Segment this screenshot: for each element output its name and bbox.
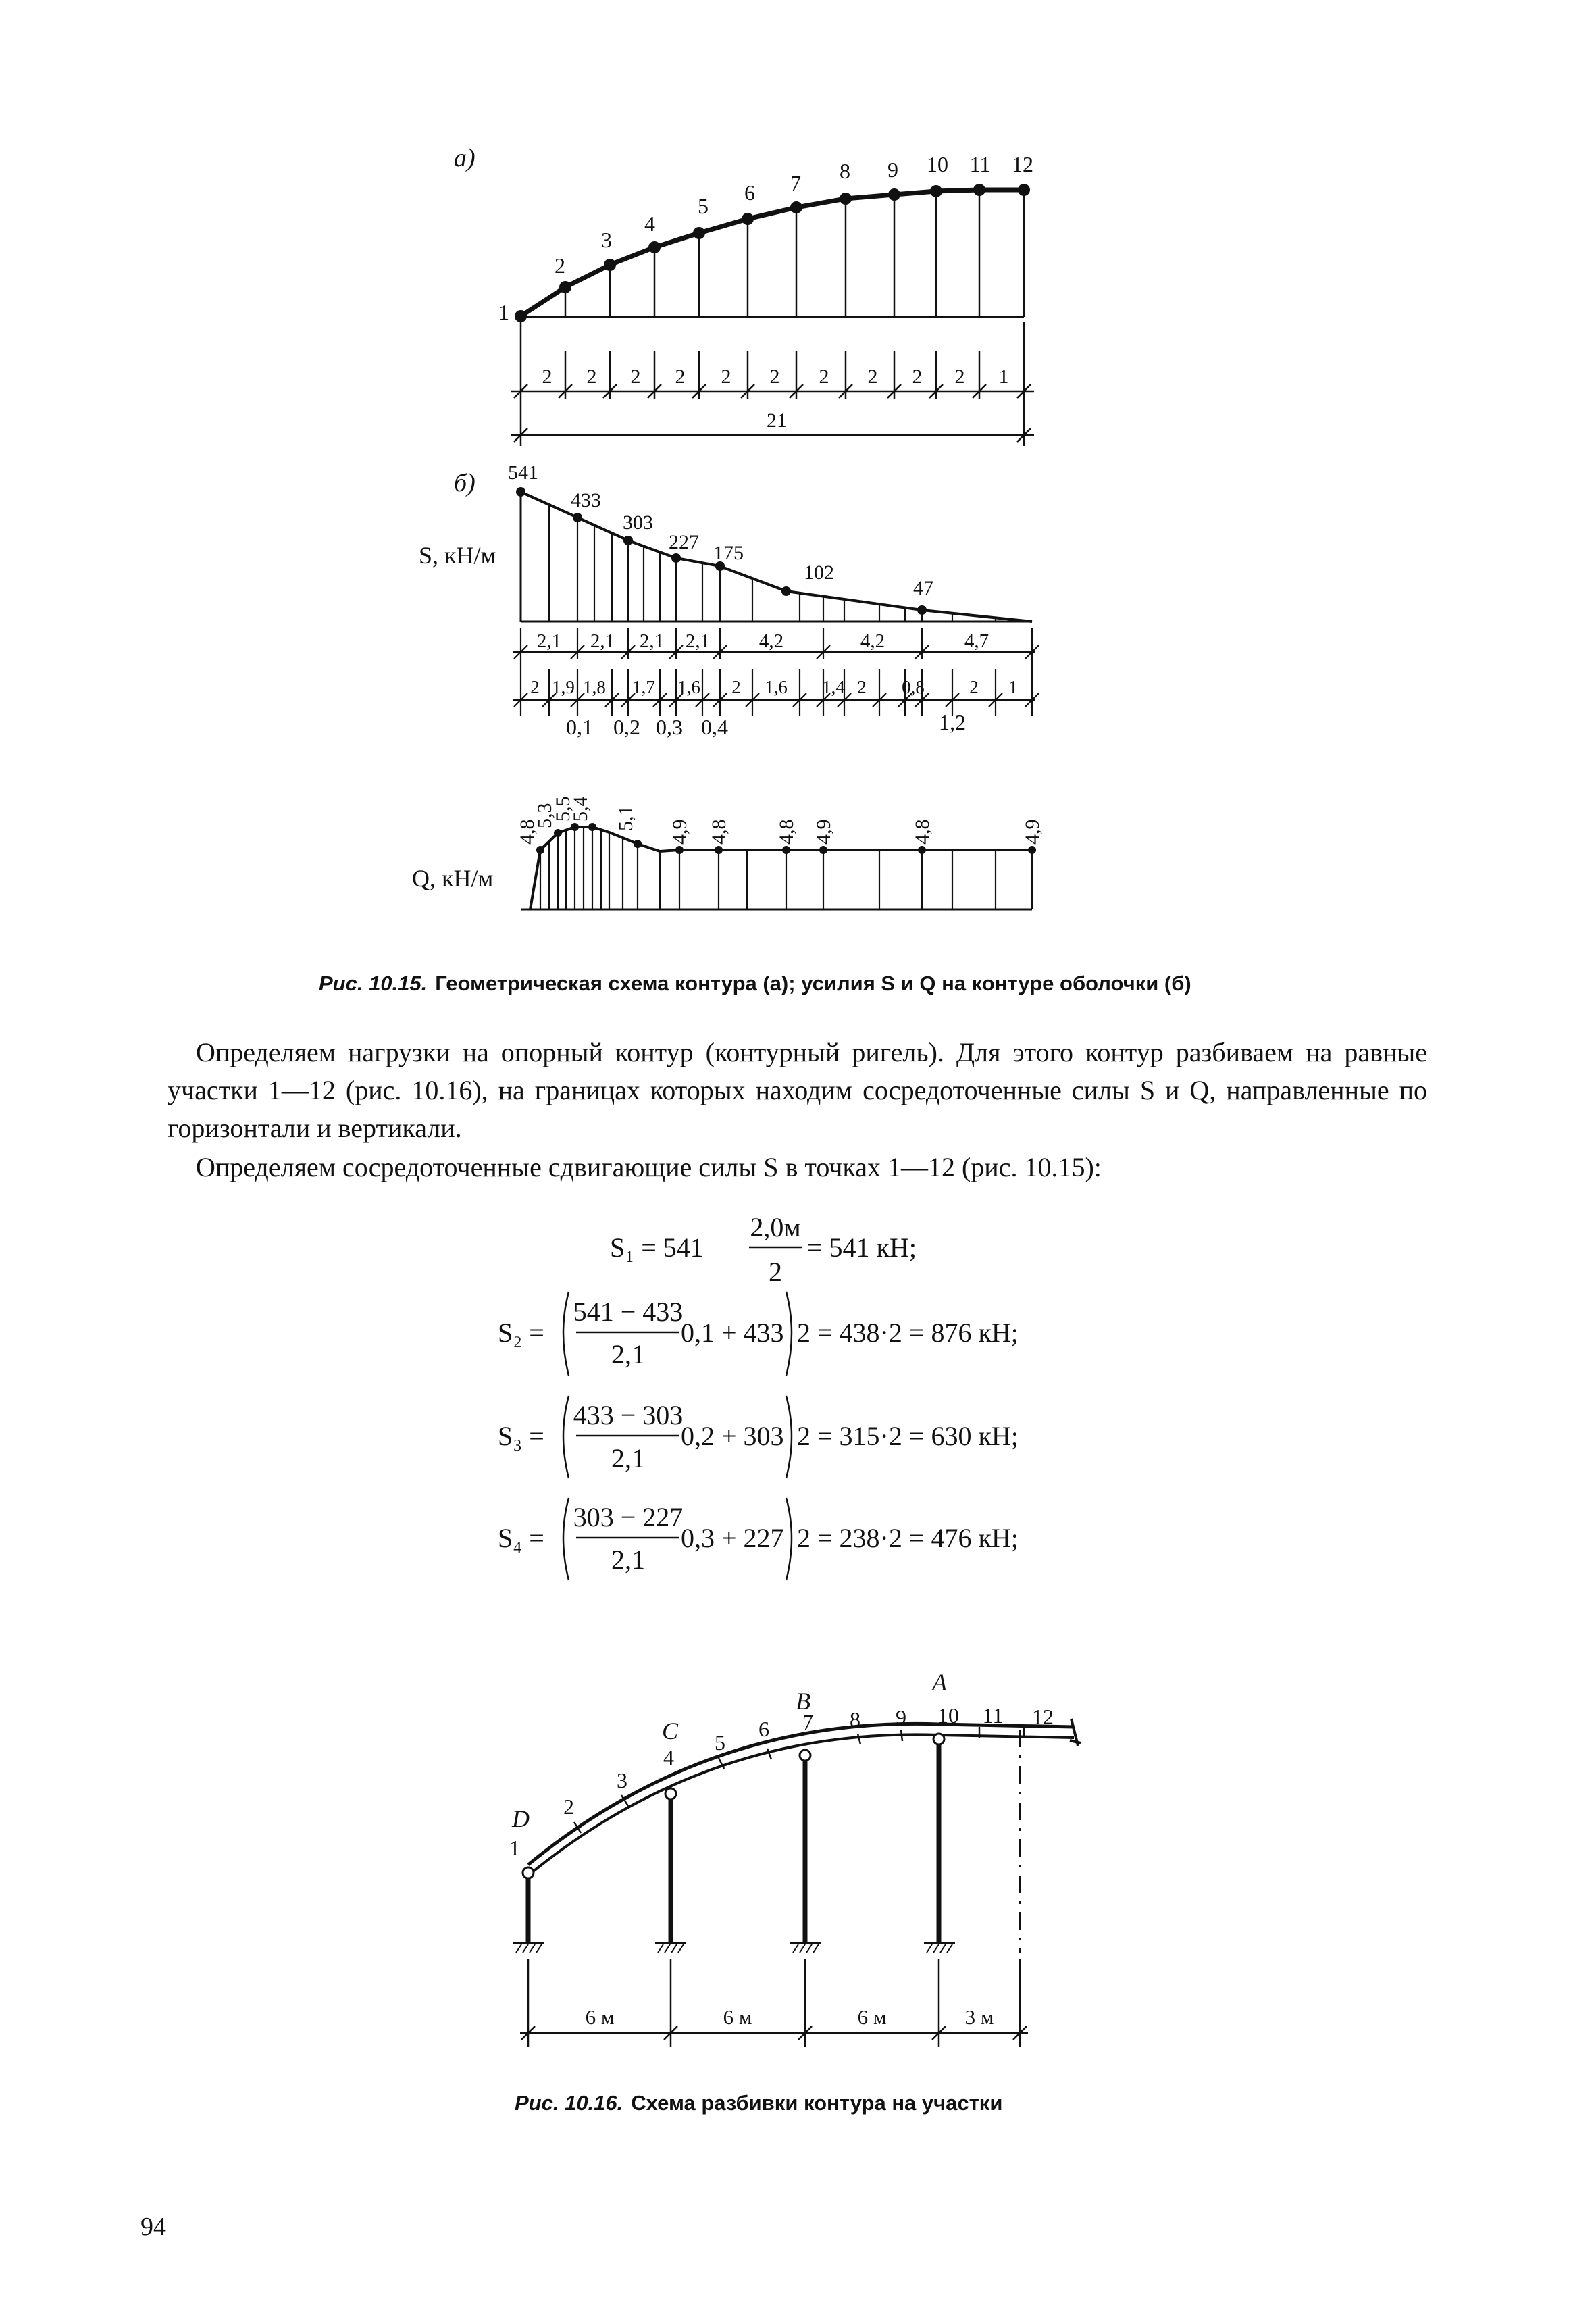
- svg-text:9: 9: [896, 1705, 906, 1730]
- svg-text:S₁ = 541: S₁ = 541: [610, 1232, 704, 1263]
- svg-text:2: 2: [675, 366, 686, 388]
- svg-text:175: 175: [713, 542, 744, 564]
- svg-text:433 − 303: 433 − 303: [573, 1400, 684, 1430]
- svg-text:2: 2: [867, 366, 878, 388]
- svg-text:303 − 227: 303 − 227: [573, 1502, 684, 1532]
- svg-text:21: 21: [767, 409, 787, 432]
- svg-text:2 = 238·2 = 476 кН;: 2 = 238·2 = 476 кН;: [797, 1523, 1019, 1553]
- svg-text:303: 303: [623, 511, 653, 534]
- svg-text:6 м: 6 м: [585, 2005, 615, 2029]
- svg-text:3: 3: [617, 1768, 627, 1792]
- svg-text:1: 1: [509, 1836, 520, 1860]
- svg-text:2: 2: [857, 677, 867, 697]
- svg-text:2: 2: [954, 366, 965, 388]
- s-dim-row1: [537, 630, 989, 652]
- svg-text:S₂ =: S₂ =: [498, 1317, 544, 1348]
- svg-text:1,8: 1,8: [583, 677, 606, 697]
- svg-text:4,9: 4,9: [813, 819, 835, 845]
- svg-text:6: 6: [744, 180, 755, 205]
- equation-lines: [576, 1247, 802, 1538]
- svg-text:9: 9: [887, 157, 898, 182]
- svg-text:6: 6: [758, 1717, 769, 1741]
- svg-text:S₃ =: S₃ =: [498, 1421, 544, 1451]
- svg-text:4,8: 4,8: [516, 819, 538, 845]
- s-dim-row3: [566, 710, 966, 739]
- svg-text:2,1: 2,1: [639, 630, 665, 652]
- svg-text:541: 541: [508, 461, 538, 484]
- svg-text:10: 10: [937, 1703, 959, 1728]
- q-axis-label: Q, кН/м: [412, 865, 494, 892]
- svg-text:2: 2: [721, 366, 731, 388]
- figure-a-label: а): [454, 144, 475, 172]
- figure-a-segment-labels: [542, 366, 1009, 432]
- svg-text:4,7: 4,7: [964, 630, 989, 652]
- svg-text:1: 1: [498, 300, 509, 324]
- svg-text:12: 12: [1012, 152, 1033, 176]
- svg-text:1,9: 1,9: [552, 677, 575, 697]
- svg-text:2,1: 2,1: [685, 630, 711, 652]
- svg-text:4,8: 4,8: [775, 819, 798, 845]
- svg-text:A: A: [932, 1669, 947, 1696]
- figure-b-label: б): [454, 469, 475, 497]
- svg-text:2: 2: [769, 366, 780, 388]
- svg-text:6 м: 6 м: [723, 2005, 752, 2029]
- svg-text:541 − 433: 541 − 433: [573, 1297, 684, 1327]
- svg-text:6 м: 6 м: [857, 2005, 887, 2029]
- svg-text:C: C: [662, 1717, 679, 1744]
- svg-text:0,8: 0,8: [902, 677, 925, 697]
- svg-text:0,2 + 303: 0,2 + 303: [681, 1421, 784, 1451]
- svg-text:4: 4: [663, 1745, 674, 1769]
- svg-text:4,8: 4,8: [708, 819, 730, 845]
- svg-text:5: 5: [698, 194, 709, 218]
- paragraph-shear-forces: Определяем сосредоточенные сдвигающие силы S в точках 1—12 (рис. 10.15):: [196, 1152, 1102, 1182]
- svg-text:2,0м: 2,0м: [750, 1212, 801, 1242]
- svg-text:5: 5: [715, 1730, 725, 1755]
- svg-text:12: 12: [1032, 1705, 1054, 1729]
- svg-text:8: 8: [840, 159, 850, 183]
- svg-text:7: 7: [802, 1710, 813, 1734]
- svg-text:2: 2: [912, 366, 923, 388]
- svg-text:102: 102: [804, 561, 834, 584]
- svg-text:D: D: [512, 1805, 530, 1832]
- svg-text:1,6: 1,6: [677, 677, 700, 697]
- svg-text:47: 47: [913, 577, 933, 599]
- svg-text:4,8: 4,8: [911, 819, 933, 845]
- svg-text:B: B: [796, 1688, 810, 1715]
- svg-text:4,9: 4,9: [669, 819, 691, 845]
- equations: [498, 1212, 1019, 1575]
- contour-nodes: [515, 184, 1030, 322]
- contour-point-numbers: [498, 152, 1033, 324]
- svg-text:0,3 + 227: 0,3 + 227: [681, 1523, 784, 1553]
- svg-text:4: 4: [644, 211, 655, 236]
- svg-text:5,4: 5,4: [569, 796, 592, 822]
- svg-text:0,1: 0,1: [566, 715, 593, 739]
- svg-text:2: 2: [969, 677, 979, 697]
- figure-10-16-caption: Рис. 10.16. Схема разбивки контура на участки: [515, 2091, 1003, 2115]
- paragraph-load-on-contour: Определяем нагрузки на опорный контур (контурный ригель). Для этого контур разбиваем на равные участки 1—12 (рис. 10.16), на границах которых находим сосредоточенные силы S и Q, направленные по горизонтали и вертикали.: [168, 1037, 1427, 1143]
- svg-text:2: 2: [586, 366, 597, 388]
- svg-text:1,6: 1,6: [765, 677, 788, 697]
- svg-text:1,7: 1,7: [632, 677, 655, 697]
- svg-text:4,9: 4,9: [1021, 819, 1044, 845]
- svg-text:S₄ =: S₄ =: [498, 1523, 544, 1553]
- svg-text:2: 2: [731, 677, 741, 697]
- contour-curve: [521, 190, 1024, 316]
- svg-text:2,1: 2,1: [611, 1544, 645, 1575]
- svg-text:2,1: 2,1: [590, 630, 615, 652]
- s-axis-label: S, кН/м: [419, 542, 496, 569]
- svg-text:5,5: 5,5: [552, 796, 574, 822]
- svg-text:433: 433: [571, 489, 601, 511]
- svg-text:2,1: 2,1: [536, 630, 562, 652]
- svg-text:3: 3: [601, 228, 612, 252]
- svg-text:2: 2: [819, 366, 829, 388]
- svg-text:2: 2: [530, 677, 540, 697]
- figure-b-s-diagram: [419, 461, 1039, 739]
- svg-text:2,1: 2,1: [611, 1443, 645, 1474]
- svg-text:5,1: 5,1: [615, 805, 637, 831]
- svg-text:= 541 кН;: = 541 кН;: [807, 1232, 917, 1263]
- svg-text:10: 10: [927, 152, 948, 176]
- figure-10-15-caption: Рис. 10.15. Геометрическая схема контура (а); усилия S и Q на контуре оболочки (б): [319, 972, 1191, 995]
- svg-text:7: 7: [790, 171, 801, 195]
- svg-text:4,2: 4,2: [758, 630, 784, 652]
- svg-text:2: 2: [630, 366, 641, 388]
- svg-text:227: 227: [669, 531, 699, 553]
- svg-text:1,4: 1,4: [822, 677, 845, 697]
- figure-b-q-diagram: [412, 797, 1044, 910]
- svg-text:0,2: 0,2: [613, 715, 640, 739]
- svg-text:2: 2: [563, 1794, 574, 1819]
- svg-text:1: 1: [1008, 677, 1018, 697]
- svg-text:2,1: 2,1: [611, 1339, 645, 1369]
- svg-text:5,3: 5,3: [534, 803, 556, 828]
- svg-text:11: 11: [982, 1703, 1004, 1728]
- svg-text:2 = 315·2 = 630 кН;: 2 = 315·2 = 630 кН;: [797, 1421, 1019, 1451]
- svg-text:2 = 438·2 = 876 кН;: 2 = 438·2 = 876 кН;: [797, 1317, 1019, 1348]
- svg-text:1,2: 1,2: [939, 710, 966, 734]
- svg-text:0,3: 0,3: [656, 715, 683, 739]
- svg-text:1: 1: [998, 366, 1009, 388]
- svg-text:4,2: 4,2: [860, 630, 885, 652]
- figure-c-contour-scheme: [509, 1669, 1081, 2047]
- s-ordinates: [549, 505, 996, 622]
- svg-text:3 м: 3 м: [964, 2005, 994, 2029]
- svg-text:0,1 + 433: 0,1 + 433: [681, 1317, 784, 1348]
- svg-text:11: 11: [969, 152, 991, 176]
- svg-text:2: 2: [555, 253, 565, 278]
- figure-a-geometry: [454, 144, 1034, 446]
- svg-text:0,4: 0,4: [701, 715, 728, 739]
- svg-text:2: 2: [542, 366, 552, 388]
- svg-text:2: 2: [769, 1257, 782, 1287]
- page-number: 94: [140, 2213, 166, 2241]
- s-dim-row2: [530, 677, 1018, 697]
- q-values: [516, 797, 1044, 845]
- svg-text:8: 8: [850, 1707, 860, 1732]
